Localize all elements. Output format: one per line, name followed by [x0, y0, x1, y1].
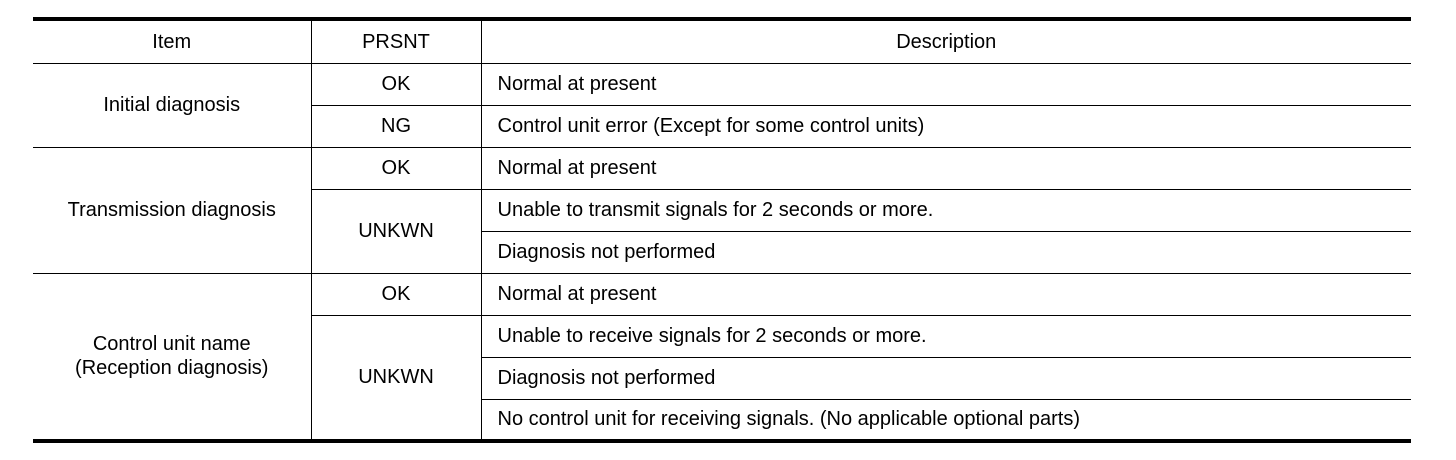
- description-cell: Normal at present: [481, 63, 1411, 105]
- table-row: [33, 273, 1411, 315]
- diagnosis-table: [33, 17, 1411, 443]
- header-item: Item: [33, 19, 311, 63]
- item-line-2: (Reception diagnosis): [75, 357, 269, 380]
- header-description: Description: [481, 19, 1411, 63]
- description-cell: Unable to transmit signals for 2 seconds or more.: [481, 189, 1411, 231]
- prsnt-cell: OK: [311, 63, 481, 105]
- table-row: [33, 147, 1411, 189]
- header-prsnt: PRSNT: [311, 19, 481, 63]
- description-cell: Normal at present: [481, 147, 1411, 189]
- header-row: [33, 19, 1411, 63]
- description-cell: Diagnosis not performed: [481, 231, 1411, 273]
- item-transmission-diagnosis: Transmission diagnosis: [33, 147, 311, 273]
- prsnt-cell: NG: [311, 105, 481, 147]
- table-row: [33, 63, 1411, 105]
- prsnt-cell: UNKWN: [311, 189, 481, 273]
- prsnt-cell: OK: [311, 273, 481, 315]
- prsnt-cell: UNKWN: [311, 315, 481, 441]
- description-cell: No control unit for receiving signals. (No applicable optional parts): [497, 408, 1081, 431]
- description-cell: Normal at present: [481, 273, 1411, 315]
- prsnt-cell: OK: [311, 147, 481, 189]
- description-cell: Diagnosis not performed: [481, 357, 1411, 399]
- item-line-1: Control unit name: [92, 333, 251, 356]
- description-cell: Control unit error (Except for some control units): [481, 105, 1411, 147]
- description-cell: Unable to receive signals for 2 seconds or more.: [481, 315, 1411, 357]
- item-initial-diagnosis: Initial diagnosis: [33, 63, 311, 147]
- item-control-unit-name: [33, 273, 311, 441]
